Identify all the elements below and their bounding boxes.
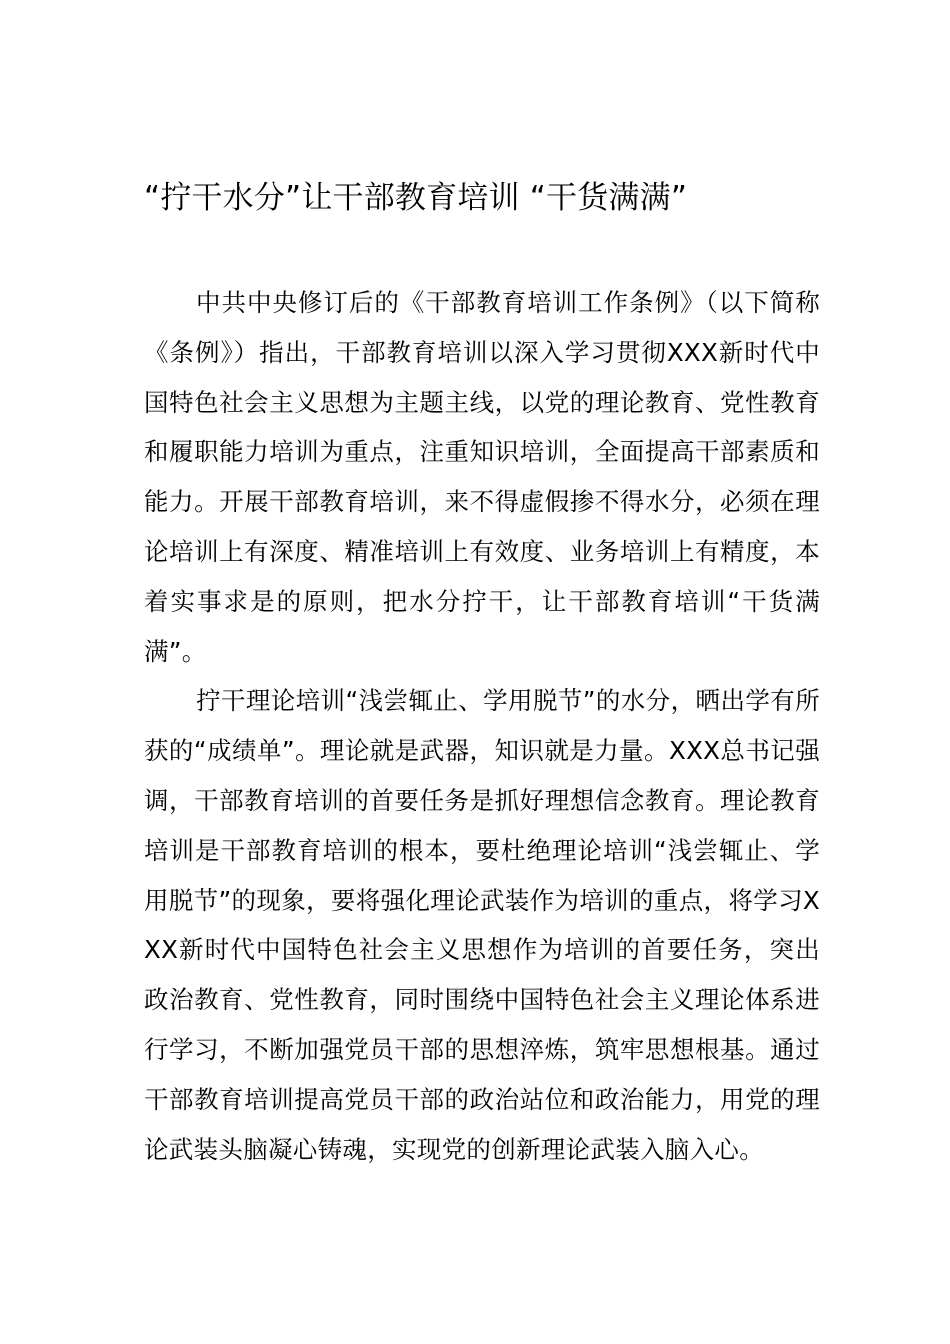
document-body xyxy=(144,278,820,1174)
document-title: “拧干水分”让干部教育培训 “干货满满” xyxy=(144,180,688,216)
body-paragraph-2: 拧干理论培训“浅尝辄止、学用脱节”的水分，晒出学有所获的“成绩单”。理论就是武器，知识就是力量。XXX总书记强调，干部教育培训的首要任务是抓好理想信念教育。理论教育培训是干部教育培训的根本，要杜绝理论培训“浅尝辄止、学用脱节”的现象，要将强化理论武装作为培训的重点，将学习XXX新时代中国特色社会主义思想作为培训的首要任务，突出政治教育、党性教育，同时围绕中国特色社会主义理论体系进行学习，不断加强党员干部的思想淬炼，筑牢思想根基。通过干部教育培训提高党员干部的政治站位和政治能力，用党的理论武装头脑凝心铸魂，实现党的创新理论武装入脑入心。 xyxy=(144,686,820,1164)
body-paragraph-1: 中共中央修订后的《干部教育培训工作条例》（以下简称《条例》）指出，干部教育培训以深入学习贯彻XXX新时代中国特色社会主义思想为主题主线，以党的理论教育、党性教育和履职能力培训为重点，注重知识培训，全面提高干部素质和能力。开展干部教育培训，来不得虚假掺不得水分，必须在理论培训上有深度、精准培训上有效度、业务培训上有精度，本着实事求是的原则，把水分拧干，让干部教育培训“干货满满”。 xyxy=(144,288,820,666)
